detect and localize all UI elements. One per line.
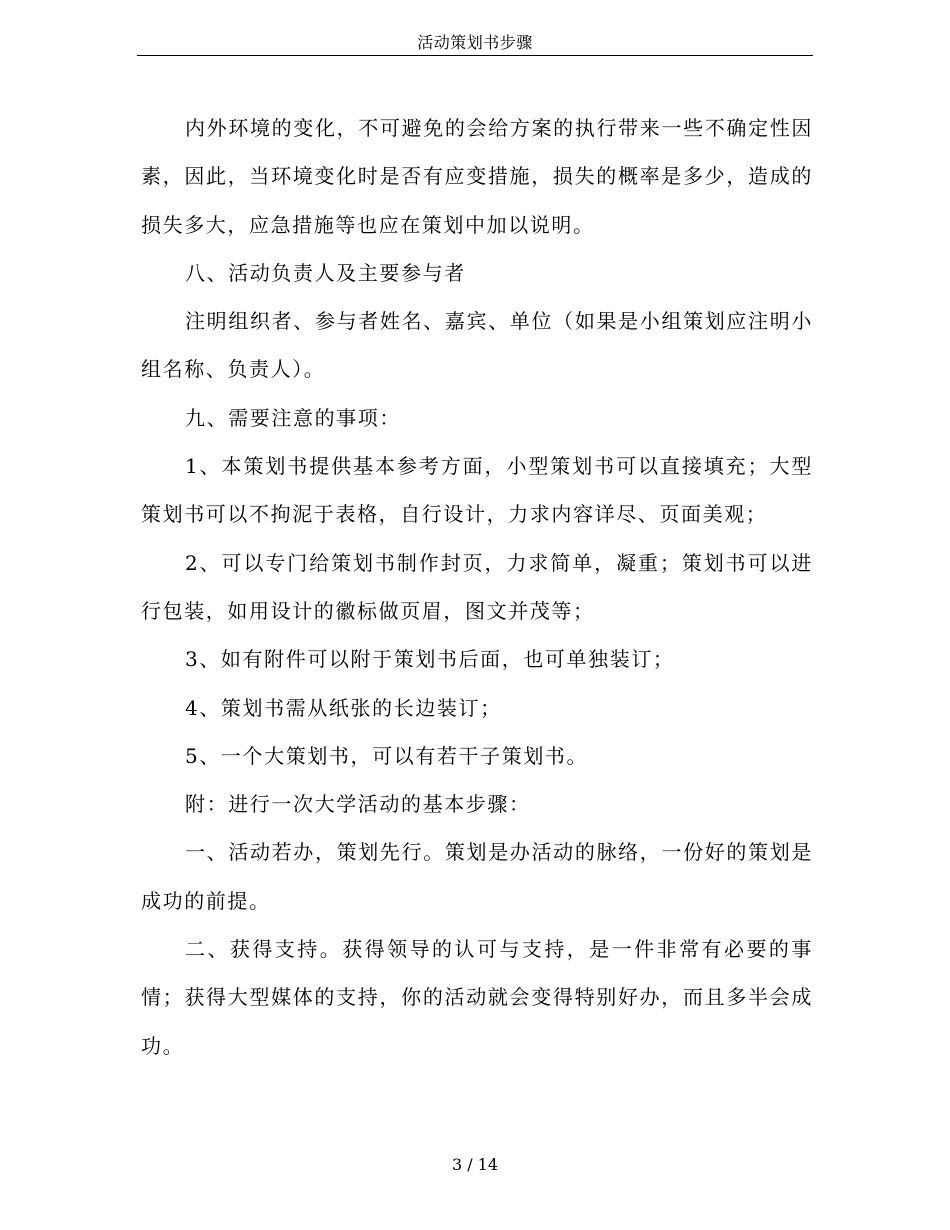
section-heading-9: 九、需要注意的事项： xyxy=(185,405,401,430)
list-item-5: 5、一个大策划书，可以有若干子策划书。 xyxy=(185,743,589,768)
list-item-4: 4、策划书需从纸张的长边装订； xyxy=(185,695,502,720)
step-2-paragraph: 二、获得支持。获得领导的认可与支持，是一件非常有必要的事情；获得大型媒体的支持，你的活动就会变得特别好办，而且多半会成功。 xyxy=(141,937,813,1058)
document-body xyxy=(141,104,813,1070)
list-item-2: 2、可以专门给策划书制作封页，力求简单，凝重；策划书可以进行包装，如用设计的徽标做页眉，图文并茂等； xyxy=(141,550,813,623)
section-heading-8: 八、活动负责人及主要参与者 xyxy=(185,260,466,285)
step-1-paragraph: 一、活动若办，策划先行。策划是办活动的脉络，一份好的策划是成功的前提。 xyxy=(141,840,813,913)
page-header: 活动策划书步骤 xyxy=(417,33,533,52)
list-item-3: 3、如有附件可以附于策划书后面，也可单独装订； xyxy=(185,647,675,672)
appendix-heading: 附：进行一次大学活动的基本步骤： xyxy=(185,792,531,817)
paragraph-environment-changes: 内外环境的变化，不可避免的会给方案的执行带来一些不确定性因素，因此，当环境变化时是否有应变措施，损失的概率是多少，造成的损失多大，应急措施等也应在策划中加以说明。 xyxy=(141,116,813,237)
paragraph-organizers: 注明组织者、参与者姓名、嘉宾、单位（如果是小组策划应注明小组名称、负责人）。 xyxy=(141,309,813,382)
page-number: 3 / 14 xyxy=(451,1155,499,1174)
header-divider xyxy=(137,55,813,56)
list-item-1: 1、本策划书提供基本参考方面，小型策划书可以直接填充；大型策划书可以不拘泥于表格，自行设计，力求内容详尽、页面美观； xyxy=(141,454,813,527)
